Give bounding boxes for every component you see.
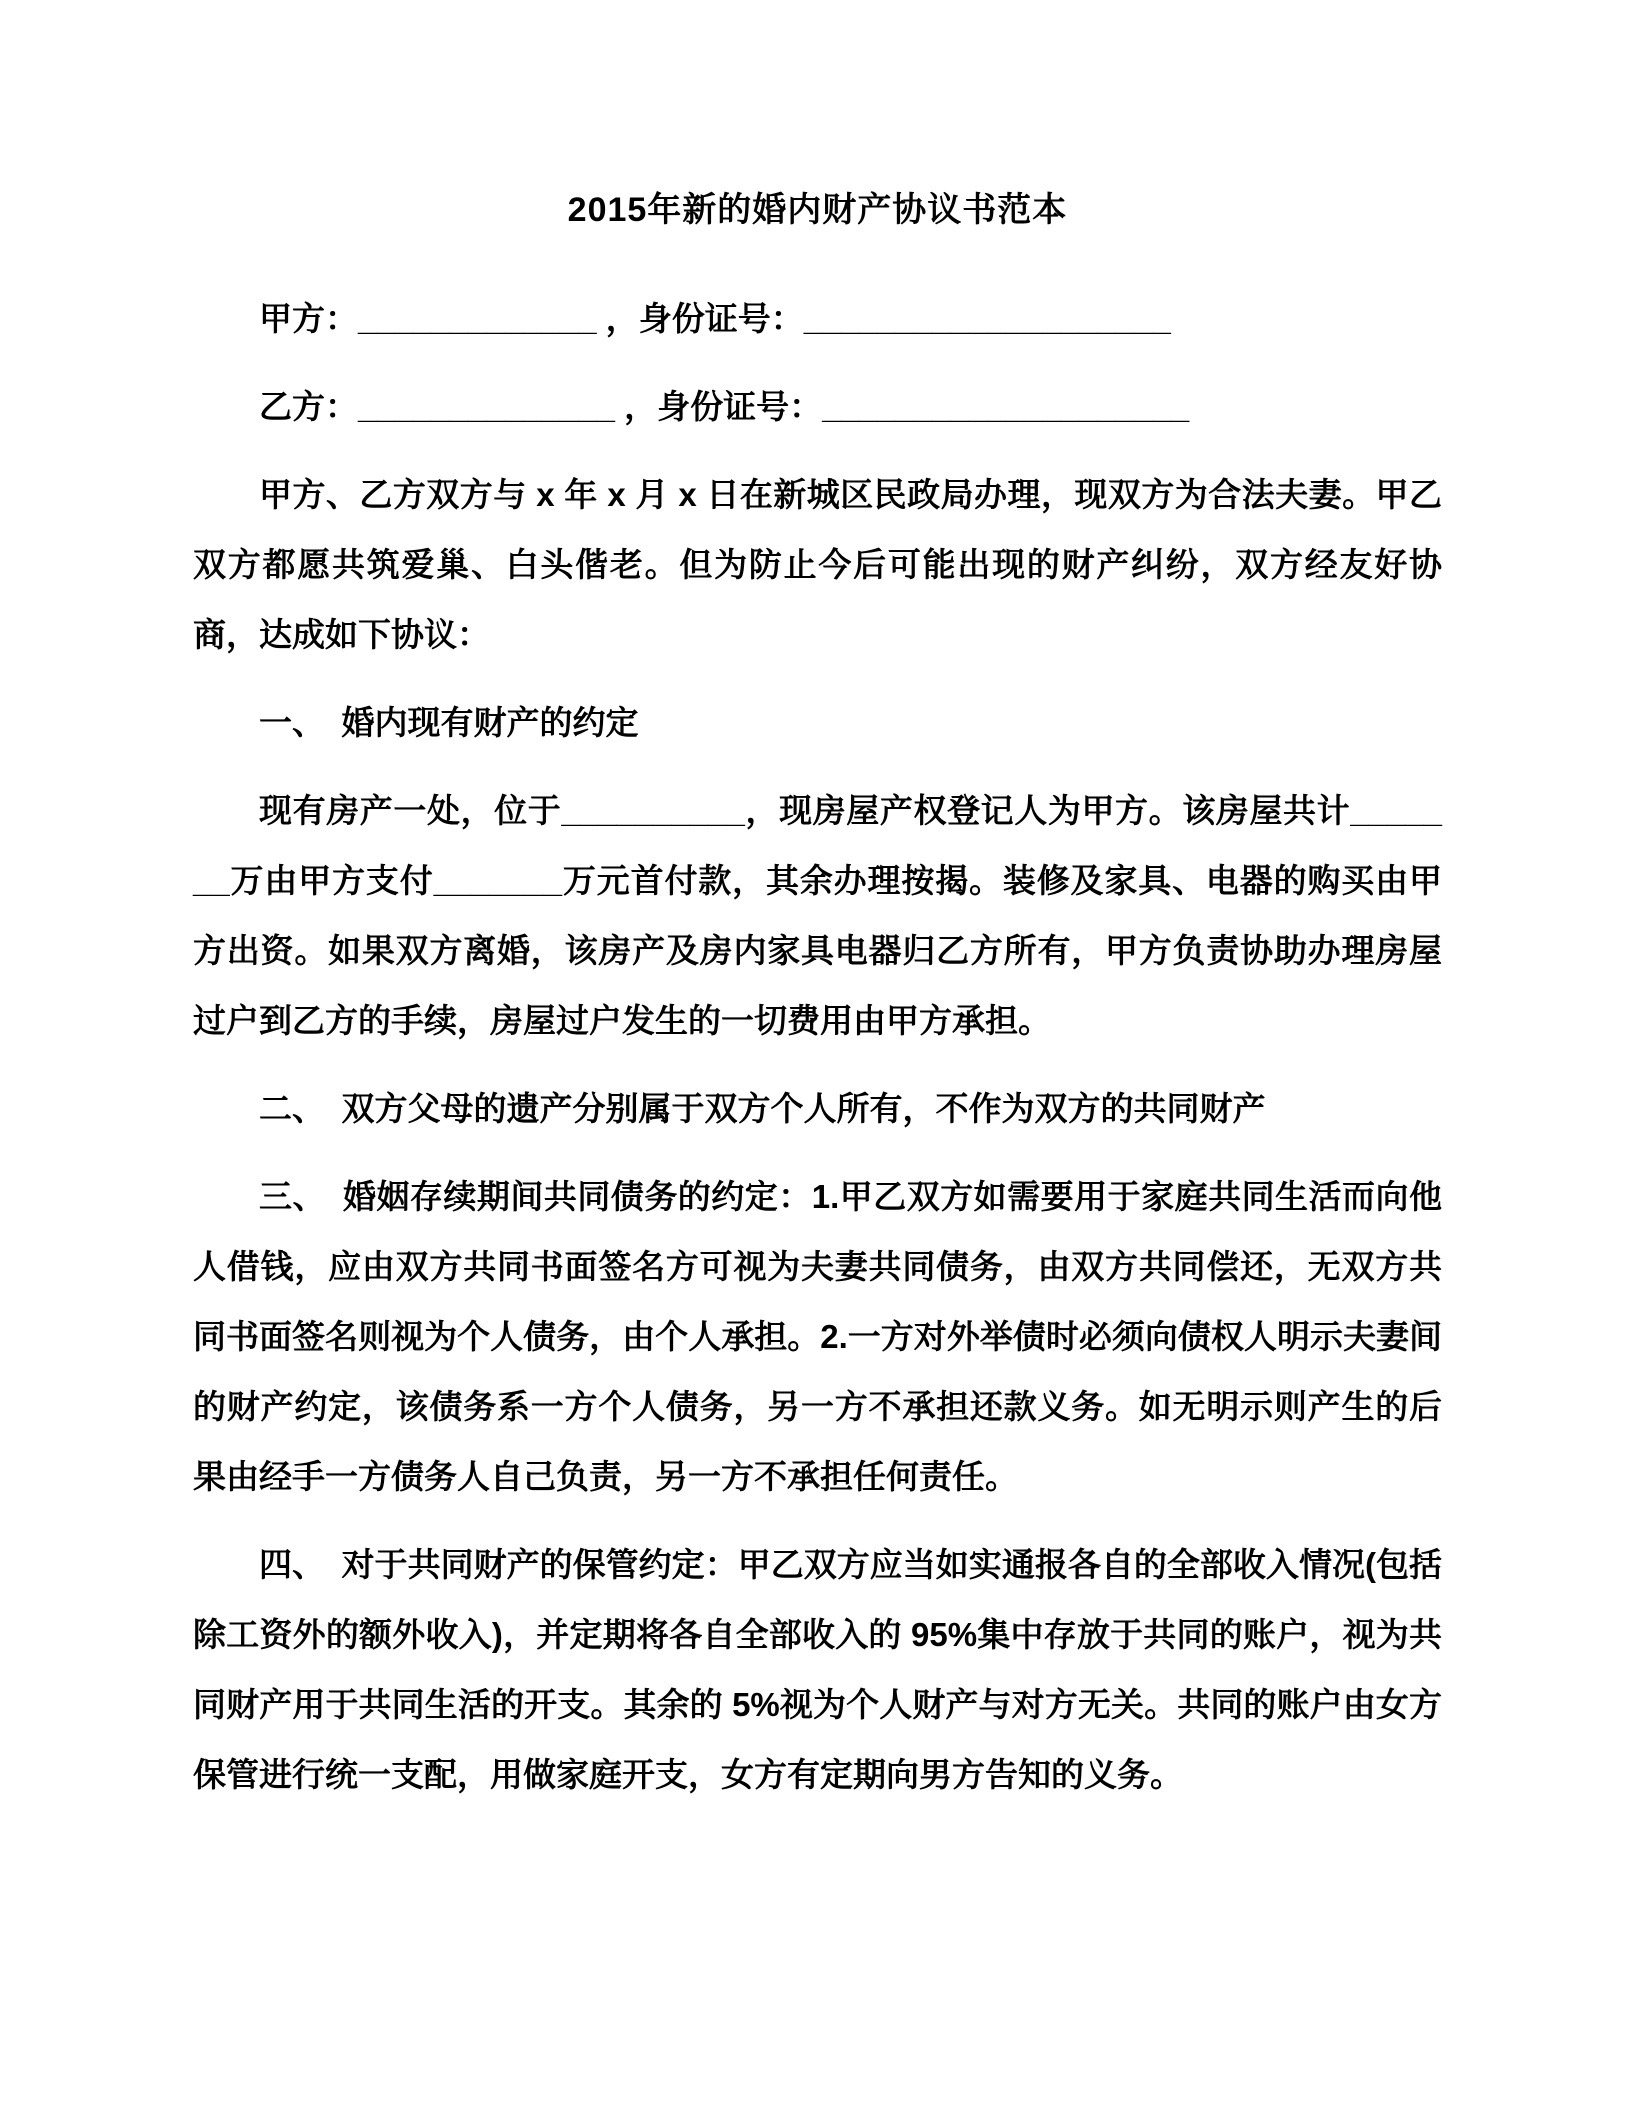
section-1-body: 现有房产一处，位于__________，现房屋产权登记人为甲方。该房屋共计_______万由甲方支付_______万元首付款，其余办理按揭。装修及家具、电器的购买由甲方出资。如果双方离婚，该房产及房内家具电器归乙方所有，甲方负责协助办理房屋过户到乙方的手续，房屋过户发生的一切费用由甲方承担。	[193, 792, 1442, 1039]
document-body	[193, 284, 1442, 1810]
section-1-heading: 一、 婚内现有财产的约定	[259, 704, 639, 741]
section-2: 二、 双方父母的遗产分别属于双方个人所有，不作为双方的共同财产	[259, 1090, 1266, 1127]
document-title: 2015年新的婚内财产协议书范本	[567, 191, 1068, 229]
party-b-line: 乙方：______________ ，身份证号：____________________	[259, 388, 1190, 425]
preamble: 甲方、乙方双方与 x 年 x 月 x 日在新城区民政局办理，现双方为合法夫妻。甲乙双方都愿共筑爱巢、白头偕老。但为防止今后可能出现的财产纠纷，双方经友好协商，达成如下协议：	[193, 476, 1442, 653]
party-a-line: 甲方：_____________ ，身份证号：____________________	[259, 300, 1171, 337]
section-4: 四、 对于共同财产的保管约定：甲乙双方应当如实通报各自的全部收入情况(包括除工资外的额外收入)，并定期将各自全部收入的 95%集中存放于共同的账户，视为共同财产用于共同生活的开支。其余的 5%视为个人财产与对方无关。共同的账户由女方保管进行统一支配，用做家庭开支，女方有定期向男方告知的义务。	[193, 1546, 1442, 1793]
section-3: 三、 婚姻存续期间共同债务的约定：1.甲乙双方如需要用于家庭共同生活而向他人借钱，应由双方共同书面签名方可视为夫妻共同债务，由双方共同偿还，无双方共同书面签名则视为个人债务，由个人承担。2.一方对外举债时必须向债权人明示夫妻间的财产约定，该债务系一方个人债务，另一方不承担还款义务。如无明示则产生的后果由经手一方债务人自己负责，另一方不承担任何责任。	[193, 1178, 1442, 1495]
